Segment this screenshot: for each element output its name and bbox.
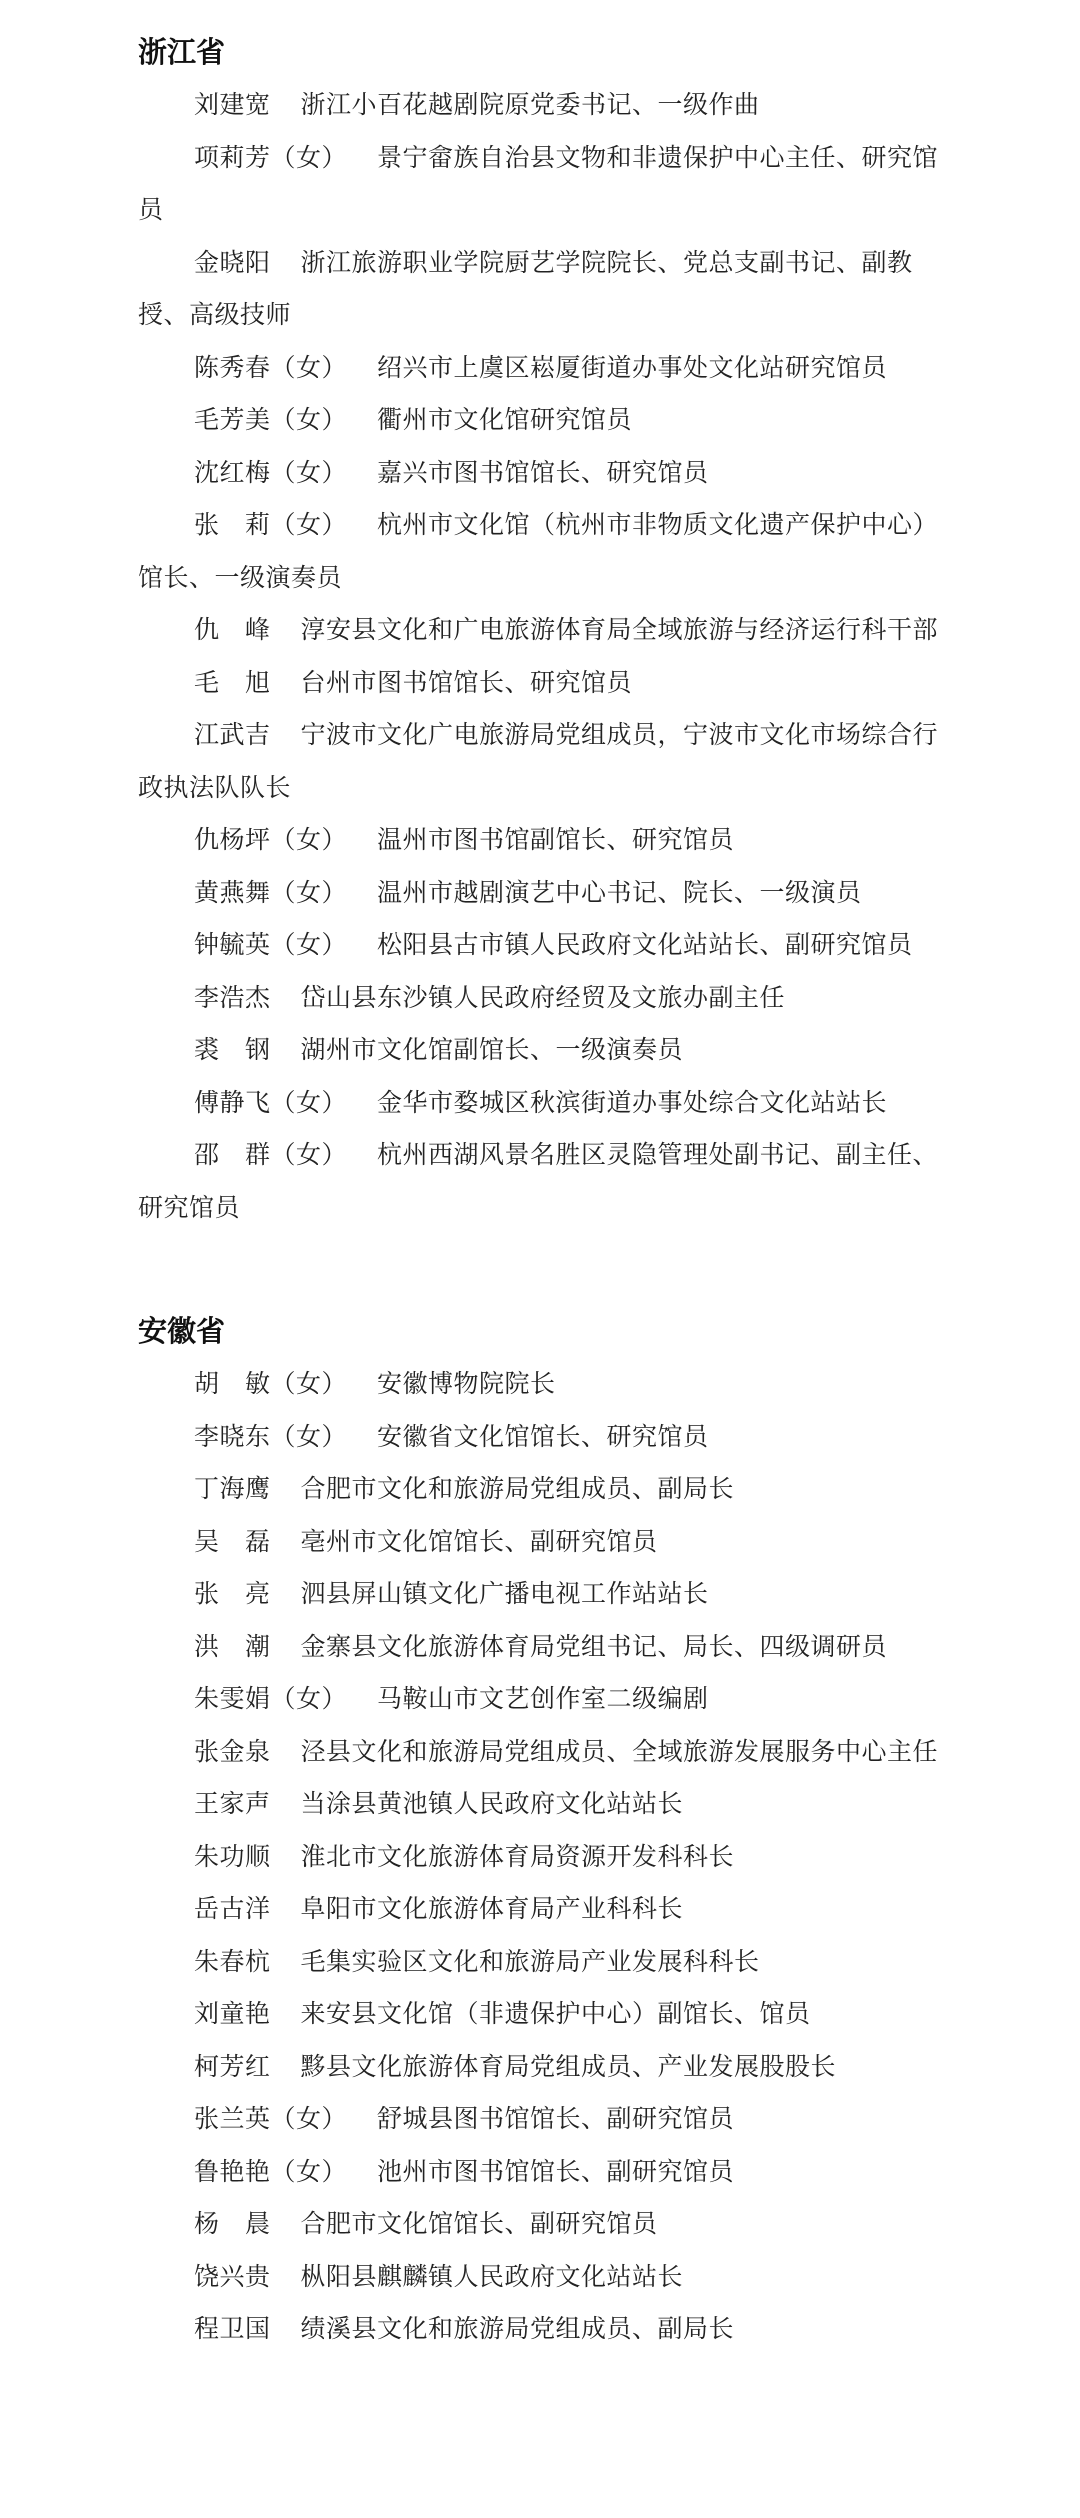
person-name: 仇 峰 — [194, 615, 271, 644]
list-item — [138, 2198, 950, 2251]
person-title: 马鞍山市文艺创作室二级编剧 — [377, 1684, 709, 1713]
list-item — [138, 1831, 950, 1884]
person-name: 吴 磊 — [194, 1526, 271, 1556]
list-item — [138, 2251, 950, 2304]
person-name: 黄燕舞（女） — [194, 877, 348, 907]
person-title: 绍兴市上虞区崧厦街道办事处文化站研究馆员 — [377, 352, 888, 382]
person-title: 当涂县黄池镇人民政府文化站站长 — [300, 1789, 684, 1818]
person-name: 朱雯娟（女） — [194, 1684, 348, 1713]
person-title: 淳安县文化和广电旅游体育局全域旅游与经济运行科干部 — [300, 615, 939, 644]
person-name: 刘建宽 — [194, 90, 271, 119]
person-name: 毛芳美（女） — [194, 405, 348, 434]
person-title: 合肥市文化和旅游局党组成员、副局长 — [300, 1474, 735, 1503]
person-name: 金晓阳 — [194, 247, 271, 277]
list-item — [138, 1778, 950, 1831]
list-item — [138, 657, 950, 710]
list-item — [138, 2303, 950, 2356]
person-title: 安徽博物院院长 — [377, 1369, 556, 1398]
person-name: 岳古洋 — [194, 1894, 271, 1923]
person-name: 裘 钢 — [194, 1035, 271, 1064]
person-title: 池州市图书馆馆长、副研究馆员 — [377, 2156, 735, 2186]
person-name: 杨 晨 — [194, 2209, 271, 2238]
person-title: 合肥市文化馆馆长、副研究馆员 — [300, 2209, 658, 2238]
section-zhejiang — [138, 0, 950, 1234]
person-title: 舒城县图书馆馆长、副研究馆员 — [377, 2104, 735, 2133]
person-title: 嘉兴市图书馆馆长、研究馆员 — [377, 457, 709, 487]
person-name: 洪 潮 — [194, 1631, 271, 1661]
list-item — [138, 972, 950, 1025]
list-item — [138, 1883, 950, 1936]
person-title: 泾县文化和旅游局党组成员、全域旅游发展服务中心主任 — [300, 1736, 939, 1766]
person-name: 鲁艳艳（女） — [194, 2156, 348, 2186]
list-item — [138, 919, 950, 972]
person-title: 泗县屏山镇文化广播电视工作站站长 — [300, 1579, 709, 1608]
entry-list — [138, 79, 950, 1234]
person-name: 饶兴贵 — [194, 2261, 271, 2291]
person-title: 金寨县文化旅游体育局党组书记、局长、四级调研员 — [300, 1631, 888, 1661]
person-title: 杭州市文化馆（杭州市非物质文化遗产保护中心）馆长、一级演奏员 — [138, 510, 939, 592]
person-title: 浙江小百花越剧院原党委书记、一级作曲 — [300, 90, 760, 119]
list-item — [138, 132, 950, 237]
person-name: 王家声 — [194, 1789, 271, 1818]
person-title: 阜阳市文化旅游体育局产业科科长 — [300, 1894, 684, 1923]
list-item — [138, 814, 950, 867]
person-title: 岱山县东沙镇人民政府经贸及文旅办副主任 — [300, 982, 786, 1012]
list-item — [138, 1726, 950, 1779]
person-title: 台州市图书馆馆长、研究馆员 — [300, 667, 633, 697]
list-item — [138, 79, 950, 132]
list-item — [138, 1516, 950, 1569]
list-item — [138, 1077, 950, 1130]
person-name: 朱春杭 — [194, 1946, 271, 1976]
list-item — [138, 1411, 950, 1464]
person-title: 来安县文化馆（非遗保护中心）副馆长、馆员 — [300, 1999, 811, 2028]
person-title: 淮北市文化旅游体育局资源开发科科长 — [300, 1841, 735, 1871]
person-name: 丁海鹰 — [194, 1474, 271, 1503]
person-name: 邵 群（女） — [194, 1140, 348, 1169]
section-title: 安徽省 — [138, 1314, 226, 1348]
list-item — [138, 604, 950, 657]
person-name: 刘童艳 — [194, 1999, 271, 2028]
person-name: 陈秀春（女） — [194, 352, 348, 382]
person-name: 朱功顺 — [194, 1841, 271, 1871]
person-title: 黟县文化旅游体育局党组成员、产业发展股股长 — [300, 2051, 837, 2081]
person-title: 宁波市文化广电旅游局党组成员，宁波市文化市场综合行政执法队队长 — [138, 720, 939, 802]
list-item — [138, 867, 950, 920]
list-item — [138, 1129, 950, 1234]
person-name: 张 莉（女） — [194, 510, 348, 539]
list-item — [138, 1988, 950, 2041]
person-name: 钟毓英（女） — [194, 930, 348, 959]
person-title: 湖州市文化馆副馆长、一级演奏员 — [300, 1035, 684, 1064]
person-title: 亳州市文化馆馆长、副研究馆员 — [300, 1526, 658, 1556]
person-title: 安徽省文化馆馆长、研究馆员 — [377, 1421, 709, 1451]
person-title: 枞阳县麒麟镇人民政府文化站站长 — [300, 2261, 684, 2291]
person-name: 江武吉 — [194, 720, 271, 749]
person-name: 李浩杰 — [194, 982, 271, 1012]
person-name: 张兰英（女） — [194, 2104, 348, 2133]
entry-list — [138, 1358, 950, 2356]
person-name: 项莉芳（女） — [194, 142, 348, 172]
person-title: 衢州市文化馆研究馆员 — [377, 405, 633, 434]
person-name: 柯芳红 — [194, 2051, 271, 2081]
person-name: 程卫国 — [194, 2314, 271, 2343]
person-name: 李晓东（女） — [194, 1421, 348, 1451]
list-item — [138, 1463, 950, 1516]
list-item — [138, 394, 950, 447]
list-item — [138, 2146, 950, 2199]
list-item — [138, 709, 950, 814]
list-item — [138, 1936, 950, 1989]
person-title: 浙江旅游职业学院厨艺学院院长、党总支副书记、副教授、高级技师 — [138, 247, 913, 329]
person-name: 沈红梅（女） — [194, 457, 348, 487]
list-item — [138, 447, 950, 500]
list-item — [138, 1568, 950, 1621]
section-title: 浙江省 — [138, 35, 226, 69]
list-item — [138, 1621, 950, 1674]
person-title: 毛集实验区文化和旅游局产业发展科科长 — [300, 1946, 760, 1976]
list-item — [138, 1358, 950, 1411]
person-name: 张金泉 — [194, 1736, 271, 1766]
person-title: 松阳县古市镇人民政府文化站站长、副研究馆员 — [377, 930, 913, 959]
person-name: 胡 敏（女） — [194, 1369, 348, 1398]
list-item — [138, 342, 950, 395]
list-item — [138, 2041, 950, 2094]
list-item — [138, 237, 950, 342]
person-title: 温州市图书馆副馆长、研究馆员 — [377, 825, 735, 854]
person-name: 毛 旭 — [194, 667, 271, 697]
person-name: 傅静飞（女） — [194, 1087, 348, 1117]
person-name: 仇杨坪（女） — [194, 825, 348, 854]
person-title: 温州市越剧演艺中心书记、院长、一级演员 — [377, 877, 862, 907]
person-title: 绩溪县文化和旅游局党组成员、副局长 — [300, 2314, 735, 2343]
person-title: 景宁畲族自治县文物和非遗保护中心主任、研究馆员 — [138, 142, 939, 224]
list-item — [138, 1024, 950, 1077]
person-name: 张 亮 — [194, 1579, 271, 1608]
list-item — [138, 2093, 950, 2146]
section-anhui — [138, 1305, 950, 2356]
list-item — [138, 499, 950, 604]
list-item — [138, 1673, 950, 1726]
person-title: 杭州西湖风景名胜区灵隐管理处副书记、副主任、研究馆员 — [138, 1140, 939, 1222]
person-title: 金华市婺城区秋滨街道办事处综合文化站站长 — [377, 1087, 888, 1117]
